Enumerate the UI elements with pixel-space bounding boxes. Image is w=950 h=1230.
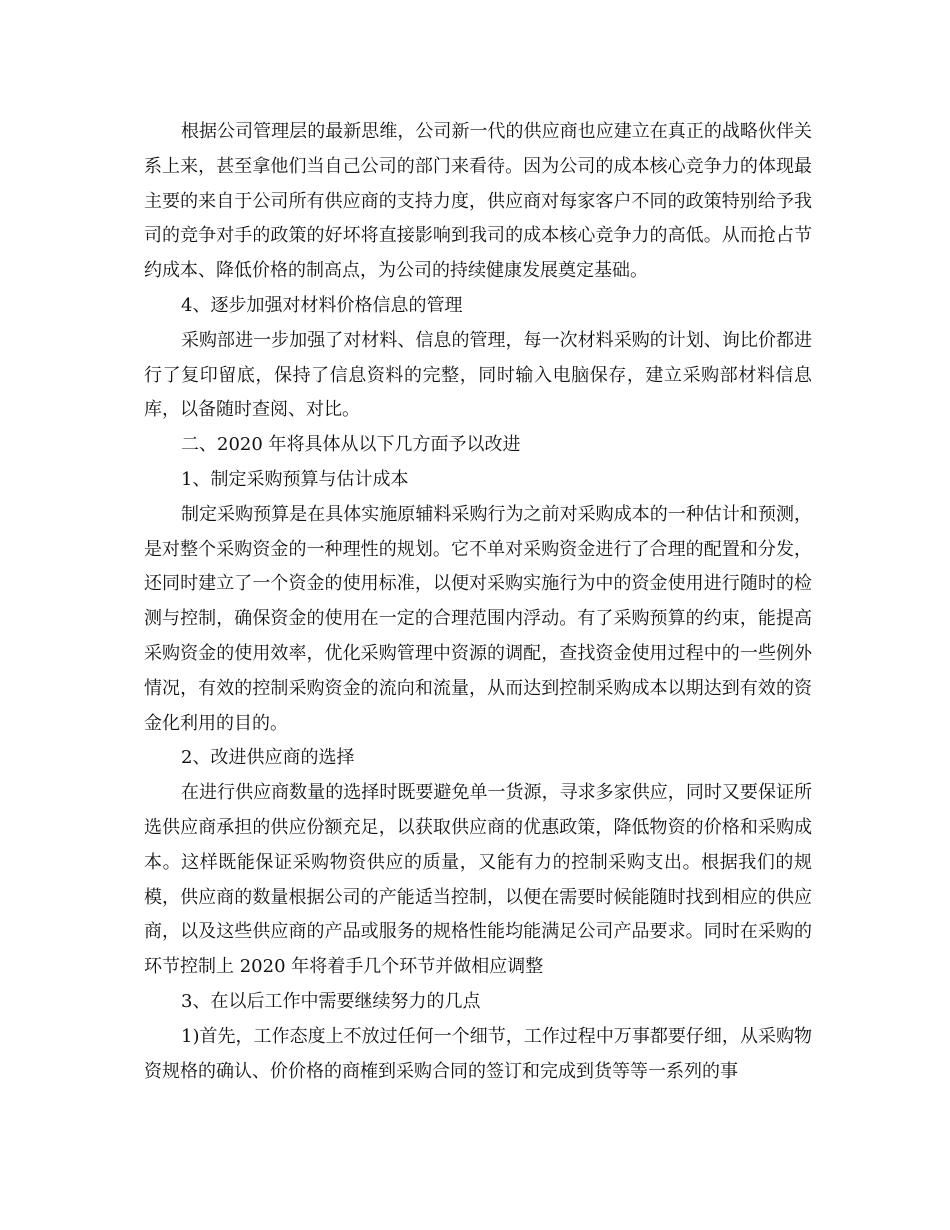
- heading-2020-improvements: 二、2020 年将具体从以下几方面予以改进: [181, 434, 521, 456]
- document-page: [144, 115, 812, 1089]
- paragraph-material-info-management: 采购部进一步加强了对材料、信息的管理，每一次材料采购的计划、询比价都进行了复印留底，保持了信息资料的完整，同时输入电脑保存，建立采购部材料信息库，以备随时查阅、对比。: [144, 329, 812, 421]
- heading-procurement-budget: 1、制定采购预算与估计成本: [181, 468, 409, 490]
- paragraph-strategic-partnership: 根据公司管理层的最新思维，公司新一代的供应商也应建立在真正的战略伙伴关系上来，甚至拿他们当自己公司的部门来看待。因为公司的成本核心竞争力的体现最主要的来自于公司所有供应商的支持力度，供应商对每家客户不同的政策特别给予我司的竞争对手的政策的好坏将直接影响到我司的成本核心竞争力的高低。从而抢占节约成本、降低价格的制高点，为公司的持续健康发展奠定基础。: [144, 121, 812, 282]
- paragraph-procurement-budget: 制定采购预算是在具体实施原辅料采购行为之前对采购成本的一种估计和预测，是对整个采购资金的一种理性的规划。它不单对采购资金进行了合理的配置和分发，还同时建立了一个资金的使用标准，以便对采购实施行为中的资金使用进行随时的检测与控制，确保资金的使用在一定的合理范围内浮动。有了采购预算的约束，能提高采购资金的使用效率，优化采购管理中资源的调配，查找资金使用过程中的一些例外情况，有效的控制采购资金的流向和流量，从而达到控制采购成本以期达到有效的资金化利用的目的。: [144, 503, 812, 734]
- heading-price-info-management: 4、逐步加强对材料价格信息的管理: [181, 294, 463, 316]
- paragraph-work-attitude: 1)首先，工作态度上不放过任何一个细节，工作过程中万事都要仔细，从采购物资规格的确认、价价格的商榷到采购合同的签订和完成到货等等一系列的事: [144, 1025, 812, 1082]
- paragraph-supplier-selection: 在进行供应商数量的选择时既要避免单一货源，寻求多家供应，同时又要保证所选供应商承担的供应份额充足，以获取供应商的优惠政策，降低物资的价格和采购成本。这样既能保证采购物资供应的质量，又能有力的控制采购支出。根据我们的规模，供应商的数量根据公司的产能适当控制，以便在需要时候能随时找到相应的供应商，以及这些供应商的产品或服务的规格性能均能满足公司产品要求。同时在采购的环节控制上 2020 年将着手几个环节并做相应调整: [144, 782, 812, 978]
- heading-supplier-selection: 2、改进供应商的选择: [181, 747, 355, 769]
- heading-future-efforts: 3、在以后工作中需要继续努力的几点: [181, 990, 481, 1012]
